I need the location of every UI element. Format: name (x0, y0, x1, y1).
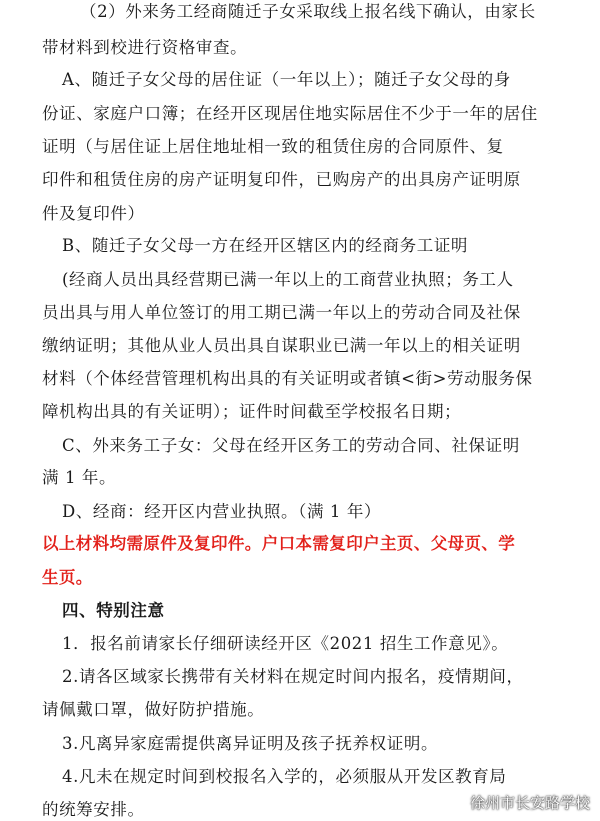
doc-line: B、随迁子女父母一方在经开区辖区内的经商务工证明 (62, 236, 469, 255)
watermark (443, 792, 590, 813)
doc-line: A、随迁子女父母的居住证（一年以上）；随迁子女父母的身 (62, 70, 511, 89)
red-notice-line: 生页。 (42, 568, 93, 587)
note-line: 1．报名前请家长仔细研读经开区《2021 招生工作意见》。 (62, 634, 509, 653)
doc-line: 证明（与居住证上居住地址相一致的租赁住房的合同原件、复 (42, 137, 504, 156)
note-line: 2.请各区域家长携带有关材料在规定时间内报名，疫情期间， (62, 667, 524, 686)
doc-line: 缴纳证明；其他从业人员出具自谋职业已满一年以上的相关证明 (42, 336, 521, 355)
doc-line: (经商人员出具经营期已满一年以上的工商营业执照；务工人 (62, 270, 514, 289)
doc-line: D、经商：经开区内营业执照。（满 1 年） (62, 502, 382, 521)
doc-line: 障机构出具的有关证明）；证件时间截至学校报名日期； (42, 402, 462, 421)
doc-line: 员出具与用人单位签订的用工期已满一年以上的劳动合同及社保 (42, 303, 521, 322)
doc-line: 份证、家庭户口簿；在经开区现居住地实际居住不少于一年的居住 (42, 104, 538, 123)
doc-line: （2）外来务工经商随迁子女采取线上报名线下确认，由家长 (80, 2, 536, 21)
section-title: 四、特别注意 (62, 601, 165, 620)
doc-line: 满 1 年。 (42, 468, 117, 487)
wechat-icon (443, 794, 465, 812)
doc-line: 印件和租赁住房的房产证明复印件，已购房产的出具房产证明原 (42, 170, 521, 189)
note-line: 4.凡未在规定时间到校报名入学的，必须服从开发区教育局 (62, 767, 507, 786)
doc-line: 材料（个体经营管理机构出具的有关证明或者镇<街>劳动服务保 (42, 369, 533, 388)
note-line: 请佩戴口罩，做好防护措施。 (42, 700, 265, 719)
doc-line: 件及复印件） (42, 204, 145, 223)
note-line: 3.凡离异家庭需提供离异证明及孩子抚养权证明。 (62, 734, 439, 753)
doc-line: 带材料到校进行资格审查。 (42, 38, 248, 57)
red-notice-line: 以上材料均需原件及复印件。户口本需复印户主页、父母页、学 (42, 534, 516, 553)
note-line: 的统筹安排。 (42, 800, 145, 819)
watermark-text: 徐州市长安路学校 (469, 794, 590, 812)
doc-line: C、外来务工子女：父母在经开区务工的劳动合同、社保证明 (62, 436, 520, 455)
